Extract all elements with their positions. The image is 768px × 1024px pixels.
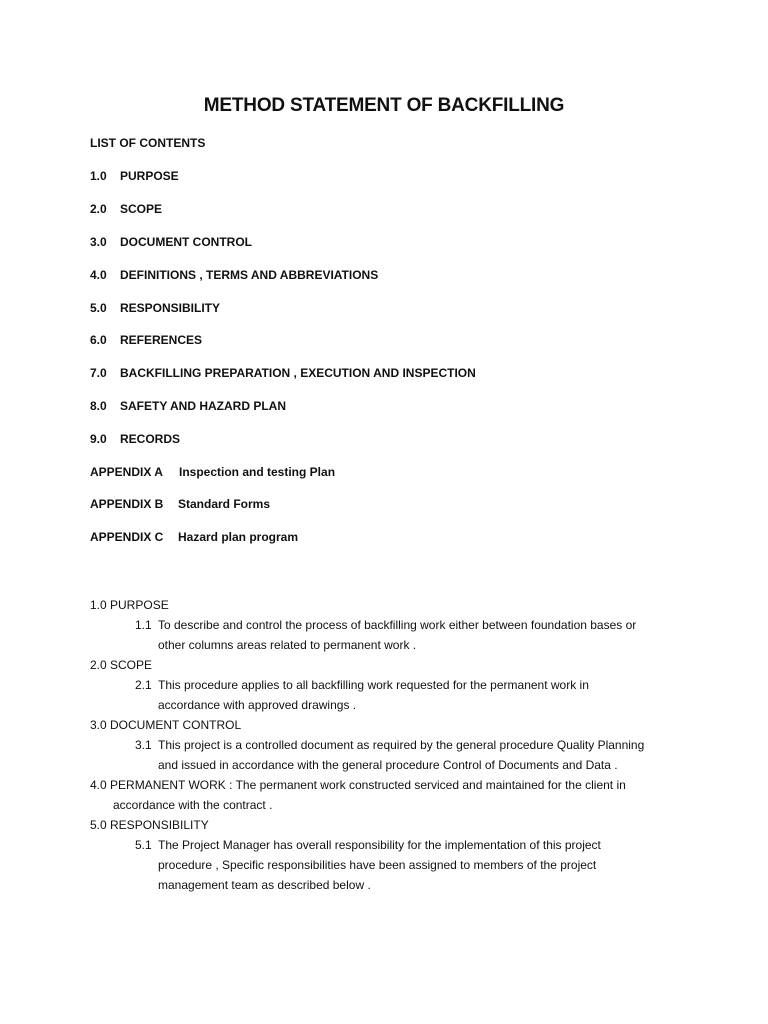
appendix-number: APPENDIX A: [90, 465, 163, 479]
toc-label: RESPONSIBILITY: [120, 301, 221, 315]
toc-item: [90, 333, 202, 347]
toc-number: 5.0: [90, 301, 107, 315]
toc-number: 6.0: [90, 333, 107, 347]
section-heading-responsibility: 5.0 RESPONSIBILITY: [90, 818, 209, 832]
section-heading-scope: 2.0 SCOPE: [90, 658, 153, 672]
toc-label: DEFINITIONS , TERMS AND ABBREVIATIONS: [120, 268, 379, 282]
toc-number: 8.0: [90, 399, 107, 413]
appendix-number: APPENDIX C: [90, 530, 164, 544]
toc-item: [90, 169, 179, 183]
toc-label: DOCUMENT CONTROL: [120, 235, 252, 249]
toc-label: RECORDS: [120, 432, 181, 446]
toc-heading: LIST OF CONTENTS: [90, 136, 206, 150]
toc-item: [90, 235, 252, 249]
toc-number: 4.0: [90, 268, 107, 282]
appendix-label: Standard Forms: [178, 497, 271, 511]
paragraph-line: management team as described below .: [158, 878, 371, 892]
toc-item: [90, 399, 286, 413]
appendix-number: APPENDIX B: [90, 497, 164, 511]
toc-number: 3.0: [90, 235, 107, 249]
section-permanent-work: 4.0 PERMANENT WORK : The permanent work constructed serviced and maintained for the client in: [90, 778, 626, 792]
appendix-item: [90, 530, 298, 544]
toc-label: REFERENCES: [120, 333, 203, 347]
toc-item: [90, 366, 476, 380]
subsection-number: 2.1: [135, 678, 152, 692]
appendix-item: [90, 465, 335, 479]
toc-item: [90, 432, 180, 446]
toc-item: [90, 301, 220, 315]
toc-number: 9.0: [90, 432, 107, 446]
toc-number: 1.0: [90, 169, 107, 183]
toc-number: 2.0: [90, 202, 107, 216]
section-heading-purpose: 1.0 PURPOSE: [90, 598, 169, 612]
appendix-item: [90, 497, 270, 511]
paragraph-line: The Project Manager has overall responsibility for the implementation of this project: [158, 838, 601, 852]
toc-label: SAFETY AND HAZARD PLAN: [120, 399, 287, 413]
paragraph-line: This project is a controlled document as required by the general procedure Quality Planning: [158, 738, 645, 752]
subsection-number: 5.1: [135, 838, 152, 852]
paragraph-line: other columns areas related to permanent work .: [158, 638, 417, 652]
toc-number: 7.0: [90, 366, 107, 380]
appendix-label: Hazard plan program: [178, 530, 299, 544]
document-title: METHOD STATEMENT OF BACKFILLING: [203, 95, 565, 116]
subsection-number: 1.1: [135, 618, 152, 632]
paragraph-line: To describe and control the process of backfilling work either between foundation bases or: [158, 618, 637, 632]
toc-label: BACKFILLING PREPARATION , EXECUTION AND INSPECTION: [120, 366, 476, 380]
toc-item: [90, 268, 378, 282]
subsection-number: 3.1: [135, 738, 152, 752]
appendix-label: Inspection and testing Plan: [179, 465, 336, 479]
section-heading-document-control: 3.0 DOCUMENT CONTROL: [90, 718, 242, 732]
paragraph-line: accordance with approved drawings .: [158, 698, 357, 712]
paragraph-line: accordance with the contract .: [113, 798, 273, 812]
toc-label: SCOPE: [120, 202, 163, 216]
toc-item: [90, 202, 162, 216]
paragraph-line: procedure , Specific responsibilities have been assigned to members of the project: [158, 858, 597, 872]
paragraph-line: and issued in accordance with the general procedure Control of Documents and Data .: [158, 758, 618, 772]
toc-label: PURPOSE: [120, 169, 179, 183]
paragraph-line: This procedure applies to all backfilling work requested for the permanent work in: [158, 678, 589, 692]
